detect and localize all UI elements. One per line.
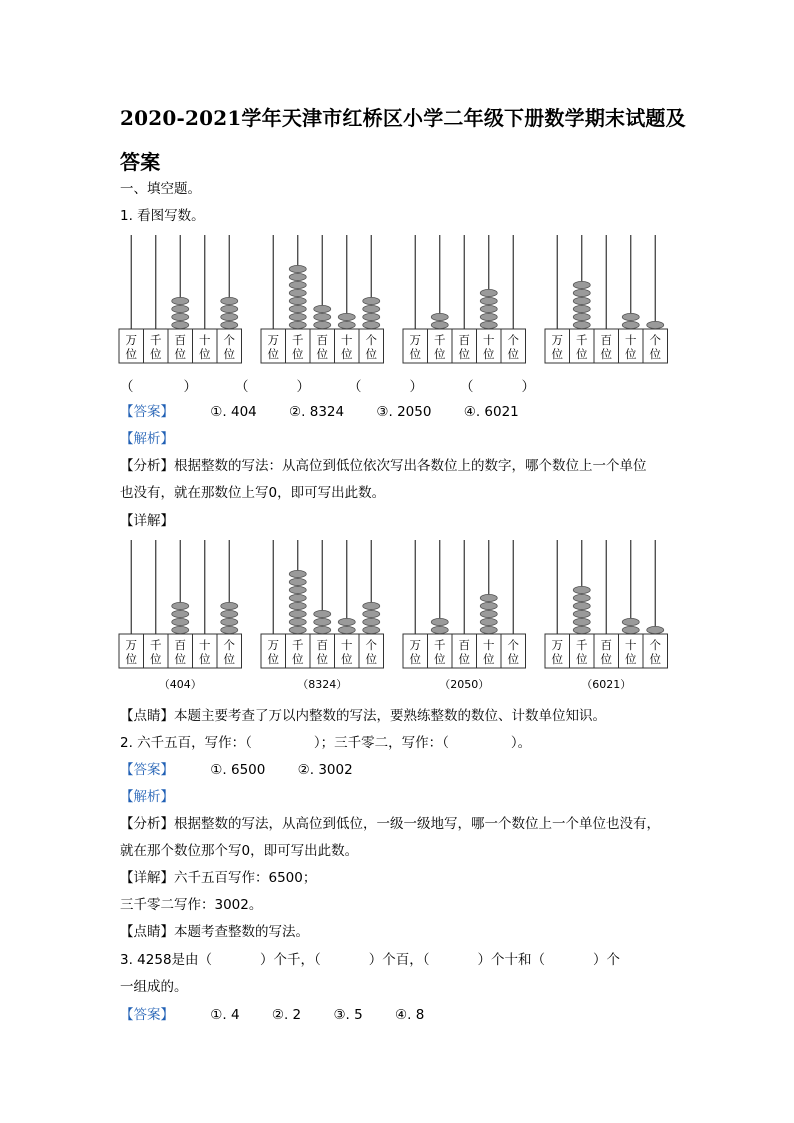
- abacus-3: [403, 235, 526, 363]
- abacus-bead: [480, 297, 497, 304]
- q3-stem-line2: 一组成的。: [120, 979, 188, 995]
- answer-item: ③. 2050: [376, 404, 432, 420]
- q1-stem: 1. 看图写数。: [120, 208, 205, 224]
- place-label-top: 万: [125, 333, 137, 347]
- place-label-bottom: 位: [649, 347, 661, 361]
- abacus-bead: [221, 305, 238, 312]
- place-label-top: 万: [125, 638, 137, 652]
- place-label-bottom: 位: [316, 347, 328, 361]
- analysis-tag: 【解析】: [120, 789, 174, 805]
- abacus-bead: [573, 626, 590, 633]
- abacus-bead: [480, 321, 497, 328]
- answer-tag: 【答案】: [120, 1007, 174, 1023]
- abacus-bead: [363, 297, 380, 304]
- abacus-bead: [172, 602, 189, 609]
- place-label-top: 十: [483, 333, 495, 347]
- blank-paren-2: （ ）: [235, 379, 310, 395]
- fenxi-text: 根据整数的写法，从高位到低位，一级一级地写，哪一个数位上一个单位也没有，: [174, 816, 660, 832]
- answer-item: ①. 4: [210, 1007, 240, 1023]
- blank-paren-4: （ ）: [460, 379, 535, 395]
- abacus-bead: [363, 602, 380, 609]
- q1-fenxi-line1: [120, 457, 647, 475]
- abacus-bead: [363, 610, 380, 617]
- abacus-bead: [573, 586, 590, 593]
- place-label-top: 万: [267, 638, 279, 652]
- place-label-bottom: 位: [483, 347, 495, 361]
- abacus-bead: [289, 265, 306, 272]
- detail-text: 六千五百写作：6500；: [174, 870, 317, 886]
- abacus-bead: [338, 626, 355, 633]
- abacus-caption: （8324）: [297, 678, 348, 691]
- q3-stem-line1: [120, 951, 620, 969]
- place-label-top: 十: [341, 638, 353, 652]
- answer-item: ②. 8324: [289, 404, 345, 420]
- abacus-bead: [221, 626, 238, 633]
- abacus-bead: [289, 273, 306, 280]
- abacus-bead: [480, 602, 497, 609]
- abacus-bead: [622, 618, 639, 625]
- place-label-bottom: 位: [458, 652, 470, 666]
- q2-dianjing-line: [120, 923, 309, 941]
- abacus-bead: [480, 305, 497, 312]
- place-label-top: 百: [316, 638, 328, 652]
- dianjing-text: 本题主要考查了万以内整数的写法，要熟练整数的数位、计数单位知识。: [174, 708, 606, 724]
- place-label-top: 个: [649, 333, 661, 347]
- abacus-bead: [314, 610, 331, 617]
- place-label-bottom: 位: [576, 347, 588, 361]
- dianjing-text: 本题考查整数的写法。: [174, 924, 309, 940]
- abacus-bead: [573, 313, 590, 320]
- abacus-bead: [573, 281, 590, 288]
- abacus-bead: [480, 626, 497, 633]
- place-label-top: 万: [409, 333, 421, 347]
- abacus-bead: [289, 594, 306, 601]
- abacus-bead: [289, 321, 306, 328]
- abacus-bead: [314, 618, 331, 625]
- abacus-bead: [338, 321, 355, 328]
- place-label-top: 万: [409, 638, 421, 652]
- abacus-bead: [289, 602, 306, 609]
- place-label-top: 个: [507, 333, 519, 347]
- abacus-bead: [573, 618, 590, 625]
- place-label-bottom: 位: [292, 652, 304, 666]
- place-label-top: 十: [199, 638, 211, 652]
- abacus-caption: （404）: [158, 678, 202, 691]
- abacus-bead: [289, 297, 306, 304]
- place-label-bottom: 位: [199, 652, 211, 666]
- place-label-bottom: 位: [341, 347, 353, 361]
- abacus-bead: [573, 289, 590, 296]
- place-label-bottom: 位: [292, 347, 304, 361]
- abacus-bead: [289, 586, 306, 593]
- abacus-bead: [622, 626, 639, 633]
- place-label-top: 千: [292, 638, 304, 652]
- abacus-bead: [622, 321, 639, 328]
- place-label-top: 千: [434, 638, 446, 652]
- section-heading: 一、填空题。: [120, 181, 201, 197]
- place-label-top: 十: [341, 333, 353, 347]
- analysis-tag: 【解析】: [120, 431, 174, 447]
- abacus-bead: [431, 618, 448, 625]
- q1-answer-line: [120, 403, 547, 421]
- place-label-bottom: 位: [125, 652, 137, 666]
- place-label-bottom: 位: [174, 652, 186, 666]
- dianjing-tag: 【点睛】: [120, 708, 174, 724]
- q2-fenxi-line1: [120, 815, 660, 833]
- place-label-bottom: 位: [267, 347, 279, 361]
- abacus-bead: [431, 313, 448, 320]
- place-label-top: 百: [174, 333, 186, 347]
- abacus-2: [261, 540, 384, 691]
- abacus-figure-answer: [117, 537, 677, 692]
- abacus-bead: [338, 313, 355, 320]
- place-label-bottom: 位: [507, 652, 519, 666]
- place-label-bottom: 位: [434, 347, 446, 361]
- abacus-4: [545, 540, 668, 691]
- abacus-bead: [221, 313, 238, 320]
- abacus-bead: [289, 610, 306, 617]
- place-label-bottom: 位: [316, 652, 328, 666]
- abacus-bead: [172, 626, 189, 633]
- abacus-bead: [289, 281, 306, 288]
- place-label-top: 千: [150, 638, 162, 652]
- abacus-bead: [172, 313, 189, 320]
- abacus-bead: [314, 321, 331, 328]
- q3-answer-line: [120, 1006, 452, 1024]
- abacus-bead: [363, 305, 380, 312]
- q2-stem-part: ）；三千零二，写作：（: [313, 735, 449, 751]
- place-label-top: 百: [600, 333, 612, 347]
- abacus-bead: [172, 321, 189, 328]
- place-label-top: 个: [365, 333, 377, 347]
- abacus-bead: [289, 305, 306, 312]
- abacus-bead: [289, 578, 306, 585]
- place-label-top: 十: [199, 333, 211, 347]
- answer-tag: 【答案】: [120, 404, 174, 420]
- answer-item: ①. 6500: [210, 762, 266, 778]
- answer-item: ②. 3002: [297, 762, 353, 778]
- abacus-bead: [289, 626, 306, 633]
- abacus-1: [119, 540, 242, 691]
- answer-item: ①. 404: [210, 404, 257, 420]
- answer-item: ③. 5: [333, 1007, 363, 1023]
- abacus-bead: [221, 610, 238, 617]
- abacus-bead: [289, 313, 306, 320]
- abacus-figure-question: [117, 232, 677, 367]
- abacus-bead: [314, 626, 331, 633]
- abacus-bead: [289, 618, 306, 625]
- abacus-bead: [573, 321, 590, 328]
- place-label-bottom: 位: [199, 347, 211, 361]
- abacus-bead: [172, 610, 189, 617]
- abacus-bead: [431, 321, 448, 328]
- place-label-bottom: 位: [150, 652, 162, 666]
- fenxi-tag: 【分析】: [120, 816, 174, 832]
- abacus-bead: [363, 313, 380, 320]
- place-label-top: 百: [174, 638, 186, 652]
- abacus-bead: [573, 602, 590, 609]
- abacus-bead: [480, 594, 497, 601]
- place-label-top: 个: [507, 638, 519, 652]
- q2-detail-line2: 三千零二写作：3002。: [120, 897, 263, 913]
- abacus-bead: [172, 618, 189, 625]
- abacus-bead: [431, 626, 448, 633]
- place-label-top: 十: [483, 638, 495, 652]
- abacus-bead: [480, 289, 497, 296]
- abacus-3: [403, 540, 526, 691]
- place-label-bottom: 位: [507, 347, 519, 361]
- q3-stem-part: ）个百，（: [368, 952, 430, 968]
- detail-tag: 【详解】: [120, 870, 174, 886]
- place-label-top: 万: [551, 638, 563, 652]
- place-label-bottom: 位: [551, 652, 563, 666]
- place-label-bottom: 位: [600, 347, 612, 361]
- abacus-4: [545, 235, 668, 363]
- abacus-bead: [573, 594, 590, 601]
- place-label-bottom: 位: [409, 347, 421, 361]
- q2-detail-line1: [120, 869, 316, 887]
- place-label-top: 百: [316, 333, 328, 347]
- abacus-bead: [573, 610, 590, 617]
- abacus-bead: [221, 602, 238, 609]
- place-label-top: 万: [267, 333, 279, 347]
- abacus-bead: [289, 570, 306, 577]
- place-label-top: 个: [223, 333, 235, 347]
- abacus-bead: [573, 297, 590, 304]
- place-label-top: 千: [576, 638, 588, 652]
- place-label-top: 千: [150, 333, 162, 347]
- abacus-bead: [172, 297, 189, 304]
- place-label-top: 个: [223, 638, 235, 652]
- abacus-2: [261, 235, 384, 363]
- place-label-top: 个: [365, 638, 377, 652]
- q3-stem-part: ）个千，（: [260, 952, 321, 968]
- q2-stem-part: 2. 六千五百，写作：（: [120, 735, 252, 751]
- abacus-caption: （6021）: [581, 678, 632, 691]
- place-label-bottom: 位: [409, 652, 421, 666]
- q1-fenxi-line2: 也没有，就在那数位上写0，即可写出此数。: [120, 485, 386, 501]
- abacus-1: [119, 235, 242, 363]
- q2-answer-line: [120, 761, 381, 779]
- place-label-bottom: 位: [434, 652, 446, 666]
- abacus-bead: [480, 610, 497, 617]
- abacus-bead: [221, 321, 238, 328]
- q2-stem: [120, 734, 531, 752]
- place-label-top: 十: [625, 638, 637, 652]
- place-label-bottom: 位: [625, 652, 637, 666]
- answer-item: ②. 2: [271, 1007, 302, 1023]
- document-title: 2020-2021学年天津市红桥区小学二年级下册数学期末试题及答案: [120, 106, 686, 174]
- abacus-bead: [221, 618, 238, 625]
- place-label-bottom: 位: [551, 347, 563, 361]
- q3-stem-part: ）个: [593, 952, 621, 968]
- blank-paren-3: （ ）: [348, 379, 423, 395]
- abacus-bead: [573, 305, 590, 312]
- q2-stem-part: ）。: [510, 735, 532, 751]
- place-label-top: 十: [625, 333, 637, 347]
- place-label-top: 百: [458, 638, 470, 652]
- place-label-bottom: 位: [365, 347, 377, 361]
- dianjing-tag: 【点睛】: [120, 924, 174, 940]
- abacus-bead: [172, 305, 189, 312]
- detail-tag: 【详解】: [120, 513, 174, 529]
- abacus-bead: [289, 289, 306, 296]
- place-label-bottom: 位: [267, 652, 279, 666]
- abacus-bead: [480, 313, 497, 320]
- place-label-bottom: 位: [223, 347, 235, 361]
- fenxi-text: 根据整数的写法：从高位到低位依次写出各数位上的数字，哪个数位上一个单位: [174, 458, 647, 474]
- place-label-bottom: 位: [649, 652, 661, 666]
- place-label-top: 万: [551, 333, 563, 347]
- place-label-bottom: 位: [600, 652, 612, 666]
- abacus-bead: [622, 313, 639, 320]
- q3-stem-part: ）个十和（: [477, 952, 546, 968]
- q2-fenxi-line2: 就在那个数位那个写0，即可写出此数。: [120, 843, 359, 859]
- abacus-bead: [647, 626, 664, 633]
- place-label-bottom: 位: [223, 652, 235, 666]
- abacus-bead: [314, 305, 331, 312]
- place-label-top: 千: [576, 333, 588, 347]
- place-label-top: 千: [292, 333, 304, 347]
- abacus-bead: [647, 321, 664, 328]
- place-label-bottom: 位: [150, 347, 162, 361]
- answer-item: ④. 6021: [463, 404, 519, 420]
- answer-item: ④. 8: [395, 1007, 425, 1023]
- place-label-bottom: 位: [174, 347, 186, 361]
- place-label-bottom: 位: [625, 347, 637, 361]
- place-label-top: 百: [458, 333, 470, 347]
- place-label-top: 千: [434, 333, 446, 347]
- fenxi-tag: 【分析】: [120, 458, 174, 474]
- place-label-top: 百: [600, 638, 612, 652]
- place-label-bottom: 位: [576, 652, 588, 666]
- place-label-bottom: 位: [341, 652, 353, 666]
- abacus-bead: [363, 321, 380, 328]
- place-label-bottom: 位: [458, 347, 470, 361]
- answer-tag: 【答案】: [120, 762, 174, 778]
- place-label-bottom: 位: [483, 652, 495, 666]
- abacus-bead: [363, 626, 380, 633]
- blank-paren-1: （ ）: [120, 379, 197, 395]
- abacus-caption: （2050）: [439, 678, 490, 691]
- q3-stem-part: 3. 4258是由（: [120, 952, 213, 968]
- abacus-bead: [338, 618, 355, 625]
- abacus-bead: [363, 618, 380, 625]
- abacus-bead: [480, 618, 497, 625]
- q1-dianjing-line: [120, 707, 606, 725]
- place-label-bottom: 位: [365, 652, 377, 666]
- abacus-bead: [221, 297, 238, 304]
- place-label-bottom: 位: [125, 347, 137, 361]
- q1-blank-row: [120, 375, 550, 393]
- abacus-bead: [314, 313, 331, 320]
- place-label-top: 个: [649, 638, 661, 652]
